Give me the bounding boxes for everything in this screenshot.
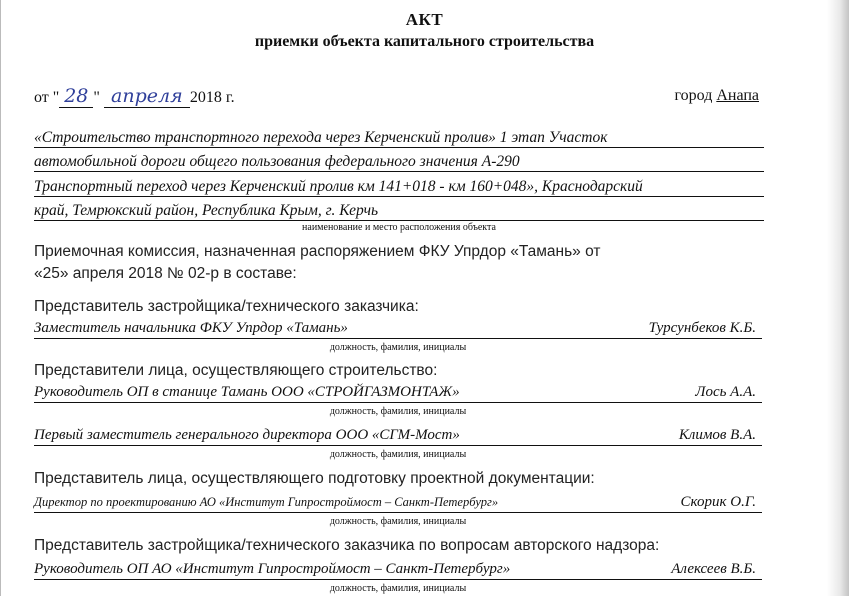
signature-line [34,318,762,339]
section-heading-builder: Представители лица, осуществляющего строительство: [34,362,438,379]
signer-position: Руководитель ОП в станице Тамань ООО «СТРОЙГАЗМОНТАЖ» [34,384,460,400]
object-line-2: автомобильной дороги общего пользования федерального значения А-290 [34,152,764,172]
object-caption: наименование и место расположения объекта [302,222,496,233]
object-line-3: Транспортный переход через Керченский пролив км 141+018 - км 160+048», Краснодарский [34,177,764,197]
signature-caption: должность, фамилия, инициалы [329,406,467,417]
object-line-1: «Строительство транспортного перехода через Керченский пролив» 1 этап Участок [34,128,764,148]
section-heading-supervision: Представитель застройщика/технического заказчика по вопросам авторского надзора: [34,537,660,554]
signature-line [34,559,762,580]
scan-edge-shadow [827,0,849,596]
page-edge [0,0,1,596]
signature-caption: должность, фамилия, инициалы [329,516,467,527]
signer-name: Турсунбеков К.Б. [648,320,756,336]
signature-line [34,382,762,403]
signer-name: Скорик О.Г. [680,494,756,510]
city-line [674,87,759,105]
section-heading-customer: Представитель застройщика/технического заказчика: [34,298,419,315]
signer-position: Первый заместитель генерального директора ООО «СГМ-Мост» [34,427,460,443]
date-year: 2018 г. [189,89,235,106]
signature-caption: должность, фамилия, инициалы [329,449,467,460]
signer-position: Директор по проектированию АО «Институт Гипростроймост – Санкт-Петербург» [34,495,499,509]
commission-line-1: Приемочная комиссия, назначенная распоряжением ФКУ Упрдор «Тамань» от [34,243,601,260]
signer-name: Лось А.А. [695,384,756,400]
signature-caption: должность, фамилия, инициалы [329,583,467,594]
commission-line-2: «25» апреля 2018 № 02-р в составе: [34,265,297,282]
signer-name: Алексеев В.Б. [671,561,756,577]
handwritten-month: апреля [104,85,190,108]
handwritten-day: 28 [59,85,93,108]
city-name: Анапа [716,87,759,104]
document-subtitle: приемки объекта капитального строительства [254,33,595,50]
date-prefix: от " [34,89,60,106]
city-label: город [674,87,713,104]
signer-position: Руководитель ОП АО «Институт Гипростроймост – Санкт-Петербург» [34,561,511,577]
date-mid: " [93,89,104,106]
document-title: АКТ [405,10,444,29]
signer-name: Климов В.А. [678,427,756,443]
object-line-4: край, Темрюкский район, Республика Крым, г. Керчь [34,201,764,221]
signature-line [34,425,762,446]
section-heading-designer: Представитель лица, осуществляющего подготовку проектной документации: [34,470,595,487]
signer-position: Заместитель начальника ФКУ Упрдор «Тамань» [34,320,348,336]
signature-line [34,492,762,513]
date-line [34,85,235,108]
signature-caption: должность, фамилия, инициалы [329,342,467,353]
